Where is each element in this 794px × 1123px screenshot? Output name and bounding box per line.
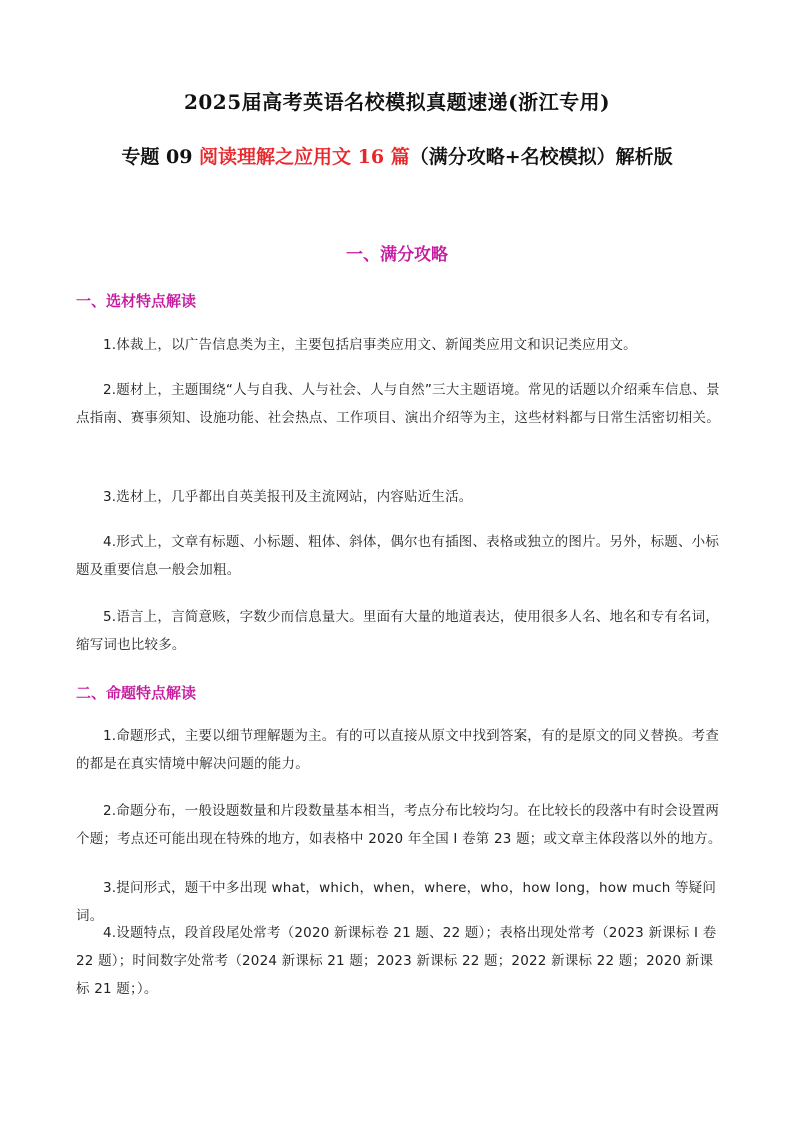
document-title: 2025届高考英语名校模拟真题速递(浙江专用): [183, 90, 611, 114]
subtitle-highlight: 阅读理解之应用文 16 篇: [199, 146, 410, 168]
subtitle-prefix: 专题 09: [121, 146, 200, 168]
part2-paragraph-1: 1.命题形式，主要以细节理解题为主。有的可以直接从原文中找到答案，有的是原文的同义替换。考查的都是在真实情境中解决问题的能力。: [76, 728, 720, 772]
subtitle-suffix: （满分攻略+名校模拟）解析版: [409, 146, 673, 168]
part2-paragraph-4: 4.设题特点，段首段尾处常考（2020 新课标卷 21 题、22 题）；表格出现处常考（2023 新课标 I 卷 22 题）；时间数字处常考（2024 新课标 21 题；2023 新课标 22 题；2022 新课标 22 题；2020 新课标 21 题；）。: [76, 925, 717, 997]
part2-paragraph-2: 2.命题分布，一般设题数量和片段数量基本相当，考点分布比较均匀。在比较长的段落中有时会设置两个题；考点还可能出现在特殊的地方，如表格中 2020 年全国 I 卷第 23 题；或文章主体段落以外的地方。: [76, 803, 722, 847]
part1-heading: 一、选材特点解读: [76, 292, 197, 310]
part2-heading: 二、命题特点解读: [76, 684, 197, 702]
part2-paragraph-3: 3.提问形式，题干中多出现 what，which，when，where，who，how long，how much 等疑问词。: [76, 880, 717, 924]
part1-paragraph-5: 5.语言上，言简意赅，字数少而信息量大。里面有大量的地道表达，使用很多人名、地名和专有名词，缩写词也比较多。: [76, 609, 720, 653]
part1-paragraph-2: 2.题材上，主题围绕“人与自我、人与社会、人与自然”三大主题语境。常见的话题以介绍乘车信息、景点指南、赛事须知、设施功能、社会热点、工作项目、演出介绍等为主，这些材料都与日常生活密切相关。: [76, 382, 720, 426]
part1-paragraph-3: 3.选材上，几乎都出自英美报刊及主流网站，内容贴近生活。: [103, 489, 473, 505]
document-subtitle: [0, 142, 794, 169]
part1-paragraph-1: 1.体裁上，以广告信息类为主，主要包括启事类应用文、新闻类应用文和识记类应用文。: [103, 337, 637, 353]
part1-paragraph-4: 4.形式上，文章有标题、小标题、粗体、斜体，偶尔也有插图、表格或独立的图片。另外，标题、小标题及重要信息一般会加粗。: [76, 534, 720, 578]
section-heading: 一、满分攻略: [346, 245, 448, 265]
